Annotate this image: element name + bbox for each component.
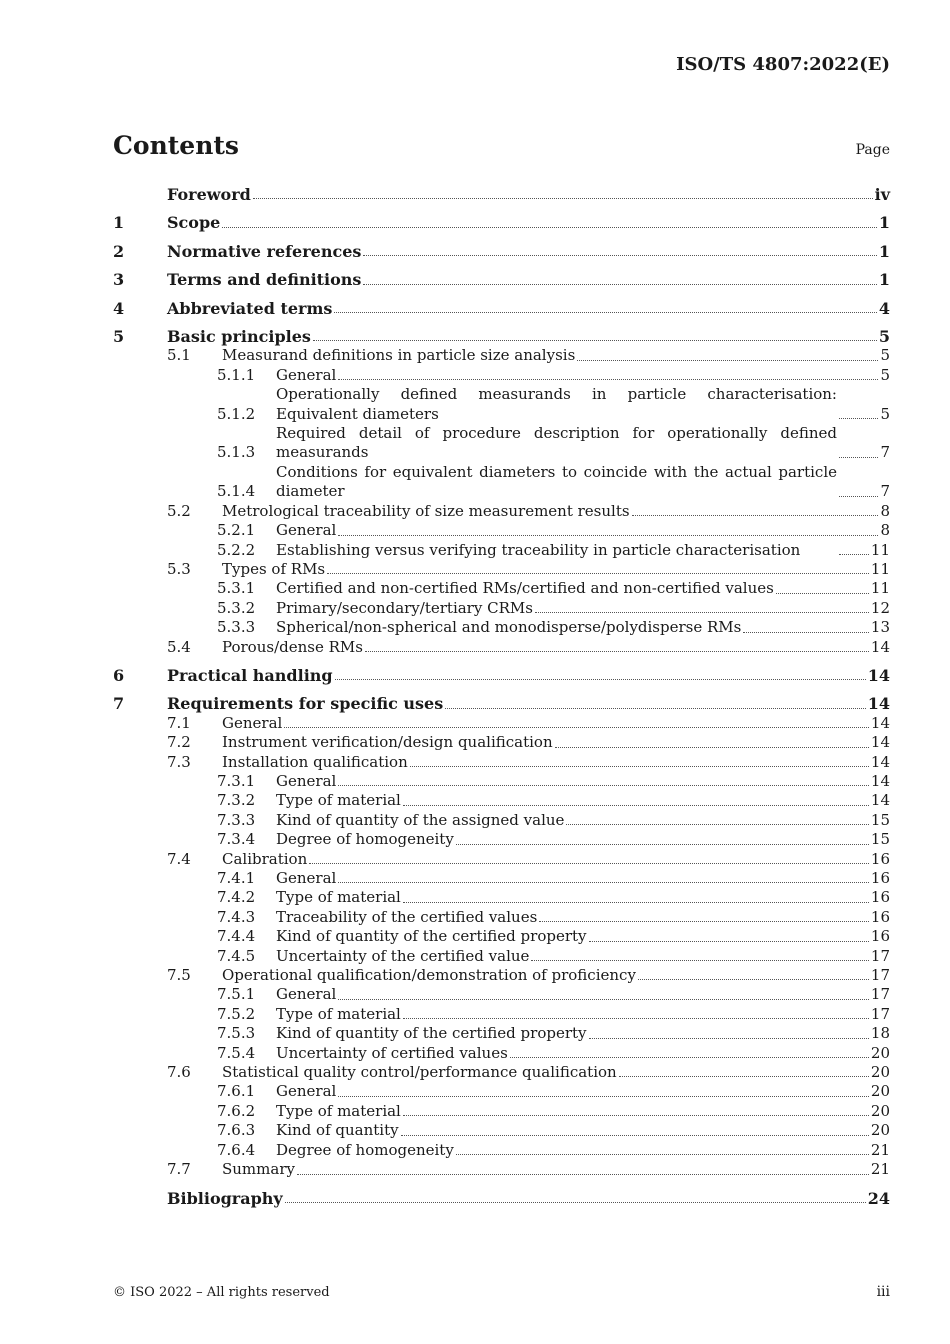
toc-leader-dots xyxy=(338,1095,869,1097)
toc-leader-dots xyxy=(365,650,869,652)
toc-entry-page: 7 xyxy=(880,443,890,462)
toc-leader-dots xyxy=(222,226,877,228)
toc-leader-dots xyxy=(403,804,869,806)
toc-entry-title: General xyxy=(276,521,337,540)
toc-entry-number: 5.2.2 xyxy=(217,540,256,559)
toc-entry[interactable] xyxy=(113,521,890,540)
toc-entry-number: 7.6.3 xyxy=(217,1121,256,1140)
toc-entry-page: 24 xyxy=(867,1188,890,1208)
toc-entry[interactable] xyxy=(113,869,890,888)
toc-entry-title: Uncertainty of the certified value xyxy=(276,946,530,965)
toc-leader-dots xyxy=(839,456,878,458)
toc-leader-dots xyxy=(284,726,869,728)
toc-entry-title: Required detail of procedure description for operationally defined measurands xyxy=(276,424,837,462)
toc-entry-page: 21 xyxy=(870,1160,890,1179)
toc-leader-dots xyxy=(403,1017,869,1019)
toc-entry[interactable] xyxy=(113,694,890,713)
toc-entry-number: 7.4.1 xyxy=(217,869,256,887)
toc-entry-title: Installation qualification xyxy=(222,752,408,771)
toc-entry-page: 16 xyxy=(870,849,890,868)
toc-leader-dots xyxy=(638,978,869,980)
toc-entry-page: iv xyxy=(874,185,890,204)
toc-leader-dots xyxy=(338,998,869,1000)
toc-entry-number: 7.5.4 xyxy=(217,1043,256,1062)
toc-entry-page: 17 xyxy=(870,946,890,965)
toc-entry-number: 7.3 xyxy=(167,752,191,771)
toc-entry[interactable] xyxy=(113,1102,890,1121)
toc-entry[interactable] xyxy=(113,541,890,560)
toc-entry-number: 7.4 xyxy=(167,849,191,868)
toc-leader-dots xyxy=(338,881,869,883)
toc-leader-dots xyxy=(403,901,869,903)
toc-entry-number: 7.6.1 xyxy=(217,1082,256,1101)
toc-entry-title: Summary xyxy=(222,1160,295,1179)
toc-entry[interactable] xyxy=(113,1160,890,1179)
toc-entry-title: Normative references xyxy=(167,241,362,261)
toc-entry[interactable] xyxy=(113,502,890,521)
toc-leader-dots xyxy=(410,765,869,767)
toc-entry[interactable] xyxy=(113,1024,890,1043)
toc-entry-number: 5.3.3 xyxy=(217,618,256,637)
toc-entry-title: Kind of quantity of the certified property xyxy=(276,1024,587,1043)
toc-entry-page: 15 xyxy=(870,810,890,829)
toc-entry-title: Basic principles xyxy=(167,327,311,347)
toc-entry-page: 5 xyxy=(880,365,890,384)
toc-leader-dots xyxy=(456,1153,869,1155)
toc-entry[interactable] xyxy=(113,811,890,830)
toc-entry-number: 5 xyxy=(113,327,125,347)
toc-entry-title: Kind of quantity xyxy=(276,1121,399,1140)
toc-leader-dots xyxy=(839,495,878,497)
toc-leader-dots xyxy=(338,784,869,786)
toc-entry[interactable] xyxy=(113,985,890,1004)
toc-entry-page: 18 xyxy=(870,1024,890,1043)
toc-entry[interactable] xyxy=(113,327,890,346)
toc-entry[interactable] xyxy=(113,1121,890,1140)
toc-entry[interactable] xyxy=(113,830,890,849)
toc-entry[interactable] xyxy=(113,666,890,685)
toc-entry[interactable] xyxy=(113,714,890,733)
toc-leader-dots xyxy=(589,1037,869,1039)
toc-leader-dots xyxy=(632,514,879,516)
toc-entry-page: 14 xyxy=(870,791,890,810)
toc-entry[interactable] xyxy=(113,850,890,869)
toc-entry[interactable] xyxy=(113,791,890,810)
toc-entry[interactable] xyxy=(113,242,890,261)
toc-entry-page: 8 xyxy=(880,501,890,520)
toc-leader-dots xyxy=(577,359,878,361)
toc-leader-dots xyxy=(363,254,876,256)
toc-entry-title: General xyxy=(276,771,337,790)
toc-entry-title: Practical handling xyxy=(167,665,333,685)
page-number: iii xyxy=(876,1284,890,1300)
toc-leader-dots xyxy=(313,339,877,341)
toc-entry[interactable] xyxy=(113,1044,890,1063)
page-title: Contents xyxy=(113,131,240,160)
toc-leader-dots xyxy=(535,611,869,613)
toc-entry-page: 15 xyxy=(870,830,890,849)
toc-entry-number: 7.3.4 xyxy=(217,830,256,849)
toc-entry[interactable] xyxy=(113,213,890,232)
toc-entry-page: 11 xyxy=(870,559,890,578)
toc-entry-page: 14 xyxy=(870,752,890,771)
toc-leader-dots xyxy=(253,197,873,199)
toc-entry-number: 6 xyxy=(113,665,125,685)
toc-entry[interactable] xyxy=(113,947,890,966)
toc-entry-number: 7.3.3 xyxy=(217,810,256,829)
toc-entry-page: 17 xyxy=(870,966,890,985)
toc-entry-title: Statistical quality control/performance qualification xyxy=(222,1063,617,1082)
toc-entry-page: 16 xyxy=(870,907,890,926)
toc-entry-title: Kind of quantity of the certified property xyxy=(276,927,587,946)
toc-entry-page: 21 xyxy=(870,1140,890,1159)
toc-entry-page: 20 xyxy=(870,1101,890,1120)
toc-entry-title: Measurand definitions in particle size analysis xyxy=(222,346,576,365)
toc-entry-title: Kind of quantity of the assigned value xyxy=(276,810,565,829)
toc-entry-page: 14 xyxy=(870,771,890,790)
toc-entry-number: 5.2.1 xyxy=(217,521,256,540)
toc-entry-title: Type of material xyxy=(276,1004,401,1023)
toc-entry[interactable] xyxy=(113,733,890,752)
toc-entry-title: Operationally defined measurands in particle characterisation: Equivalent diameters xyxy=(276,385,837,423)
toc-entry-title: Metrological traceability of size measurement results xyxy=(222,501,630,520)
toc-entry-title: Certified and non-certified RMs/certified and non-certified values xyxy=(276,579,774,598)
toc-entry-title: Requirements for specific uses xyxy=(167,694,444,714)
toc-entry-page: 16 xyxy=(870,869,890,887)
toc-entry-number: 5.1 xyxy=(167,346,191,365)
toc-entry-title: Operational qualification/demonstration of proficiency xyxy=(222,966,636,985)
toc-entry-title: Type of material xyxy=(276,888,401,907)
toc-entry-number: 5.4 xyxy=(167,637,191,656)
toc-entry-title: Bibliography xyxy=(167,1188,283,1208)
toc-entry-number: 5.1.1 xyxy=(217,365,256,384)
toc-entry[interactable] xyxy=(113,385,890,424)
toc-entry[interactable] xyxy=(113,346,890,365)
toc-entry[interactable] xyxy=(113,560,890,579)
toc-entry-page: 17 xyxy=(870,985,890,1004)
toc-entry-page: 20 xyxy=(870,1043,890,1062)
toc-leader-dots xyxy=(539,920,869,922)
toc-leader-dots xyxy=(555,746,869,748)
toc-entry[interactable] xyxy=(113,424,890,463)
toc-entry-title: General xyxy=(276,365,337,384)
toc-entry-number: 7.3.1 xyxy=(217,771,256,790)
toc-entry-number: 5.1.2 xyxy=(217,404,256,423)
toc-leader-dots xyxy=(401,1134,869,1136)
toc-entry-title: Types of RMs xyxy=(222,559,326,578)
toc-entry[interactable] xyxy=(113,1005,890,1024)
toc-entry-page: 1 xyxy=(878,241,890,261)
toc-leader-dots xyxy=(776,592,869,594)
toc-entry-number: 7.6.4 xyxy=(217,1140,256,1159)
toc-leader-dots xyxy=(531,959,868,961)
toc-entry-number: 7.6.2 xyxy=(217,1101,256,1120)
toc-entry-page: 4 xyxy=(878,298,890,318)
toc-leader-dots xyxy=(297,1173,869,1175)
toc-entry-number: 5.2 xyxy=(167,501,191,520)
toc-entry[interactable] xyxy=(113,366,890,385)
toc-entry-title: General xyxy=(276,869,337,887)
toc-entry-title: Scope xyxy=(167,213,221,233)
toc-entry-number: 5.1.4 xyxy=(217,482,256,501)
toc-leader-dots xyxy=(456,843,869,845)
toc-leader-dots xyxy=(839,417,878,419)
toc-entry-page: 11 xyxy=(870,540,890,559)
toc-leader-dots xyxy=(403,1114,869,1116)
toc-entry[interactable] xyxy=(113,1189,890,1208)
toc-entry-number: 7.5.1 xyxy=(217,985,256,1004)
table-of-contents xyxy=(113,185,890,1208)
toc-entry-number: 4 xyxy=(113,298,125,318)
toc-entry-page: 16 xyxy=(870,927,890,946)
toc-entry-page: 12 xyxy=(870,598,890,617)
toc-entry[interactable] xyxy=(113,753,890,772)
toc-entry-number: 5.3.2 xyxy=(217,598,256,617)
toc-entry-number: 1 xyxy=(113,213,125,233)
toc-entry-title: General xyxy=(276,985,337,1004)
toc-leader-dots xyxy=(566,823,868,825)
toc-leader-dots xyxy=(445,707,866,709)
toc-entry-page: 5 xyxy=(880,404,890,423)
toc-entry-page: 17 xyxy=(870,1004,890,1023)
toc-entry-title: Primary/secondary/tertiary CRMs xyxy=(276,598,533,617)
toc-entry-number: 7.4.4 xyxy=(217,927,256,946)
toc-entry-title: Uncertainty of certified values xyxy=(276,1043,508,1062)
toc-entry-title: General xyxy=(276,1082,337,1101)
toc-entry-page: 14 xyxy=(867,694,890,714)
toc-entry[interactable] xyxy=(113,1141,890,1160)
toc-entry-title: Foreword xyxy=(167,185,251,204)
toc-entry[interactable] xyxy=(113,966,890,985)
toc-entry-title: Spherical/non-spherical and monodisperse/polydisperse RMs xyxy=(276,618,742,637)
toc-entry-title: Terms and definitions xyxy=(167,270,362,290)
toc-entry[interactable] xyxy=(113,599,890,618)
toc-entry-page: 14 xyxy=(870,713,890,732)
toc-entry-number: 5.1.3 xyxy=(217,443,256,462)
toc-leader-dots xyxy=(589,940,869,942)
toc-entry-number: 2 xyxy=(113,241,125,261)
toc-entry-page: 8 xyxy=(880,521,890,540)
toc-entry-page: 14 xyxy=(870,637,890,656)
toc-leader-dots xyxy=(334,311,876,313)
toc-entry-page: 14 xyxy=(867,665,890,685)
toc-entry[interactable] xyxy=(113,299,890,318)
copyright-notice: © ISO 2022 – All rights reserved xyxy=(113,1285,330,1300)
toc-entry-page: 13 xyxy=(870,618,890,637)
toc-entry-number: 7.7 xyxy=(167,1160,191,1179)
toc-leader-dots xyxy=(335,678,866,680)
toc-entry[interactable] xyxy=(113,772,890,791)
toc-entry-page: 16 xyxy=(870,888,890,907)
toc-entry-number: 7.4.3 xyxy=(217,907,256,926)
toc-entry-page: 5 xyxy=(880,346,890,365)
toc-entry-title: General xyxy=(222,713,283,732)
toc-entry-number: 7.4.2 xyxy=(217,888,256,907)
toc-entry[interactable] xyxy=(113,1082,890,1101)
toc-entry[interactable] xyxy=(113,185,890,204)
document-id: ISO/TS 4807:2022(E) xyxy=(676,54,890,75)
toc-entry-page: 14 xyxy=(870,733,890,752)
toc-entry-title: Establishing versus verifying traceability in particle characterisation xyxy=(276,540,801,559)
toc-entry-title: Conditions for equivalent diameters to coincide with the actual particle diameter xyxy=(276,462,837,501)
toc-entry-title: Type of material xyxy=(276,1101,401,1120)
toc-entry-title: Degree of homogeneity xyxy=(276,830,454,849)
toc-entry[interactable] xyxy=(113,579,890,598)
toc-entry-number: 5.3 xyxy=(167,559,191,578)
toc-entry-number: 7.2 xyxy=(167,733,191,752)
toc-entry-number: 3 xyxy=(113,270,125,290)
toc-entry-title: Instrument verification/design qualification xyxy=(222,733,553,752)
toc-leader-dots xyxy=(338,534,878,536)
toc-leader-dots xyxy=(839,553,869,555)
toc-entry-number: 7.1 xyxy=(167,713,191,732)
toc-entry-page: 11 xyxy=(870,579,890,598)
toc-entry-number: 7.3.2 xyxy=(217,791,256,810)
toc-entry[interactable] xyxy=(113,1063,890,1082)
toc-entry-title: Porous/dense RMs xyxy=(222,637,363,656)
toc-entry-number: 7 xyxy=(113,694,125,714)
toc-entry-number: 7.5.3 xyxy=(217,1024,256,1043)
toc-entry-page: 20 xyxy=(870,1082,890,1101)
toc-entry-title: Type of material xyxy=(276,791,401,810)
toc-entry-title: Abbreviated terms xyxy=(167,298,333,318)
toc-leader-dots xyxy=(285,1201,866,1203)
toc-leader-dots xyxy=(510,1056,869,1058)
toc-entry-page: 5 xyxy=(878,327,890,347)
toc-entry-page: 20 xyxy=(870,1063,890,1082)
toc-entry[interactable] xyxy=(113,270,890,289)
toc-entry[interactable] xyxy=(113,638,890,657)
toc-entry[interactable] xyxy=(113,927,890,946)
toc-leader-dots xyxy=(619,1075,869,1077)
toc-entry-number: 7.5 xyxy=(167,966,191,985)
toc-leader-dots xyxy=(363,283,876,285)
toc-entry-page: 1 xyxy=(878,270,890,290)
toc-leader-dots xyxy=(327,572,869,574)
toc-leader-dots xyxy=(743,631,869,633)
toc-entry[interactable] xyxy=(113,888,890,907)
page-column-label: Page xyxy=(855,142,890,158)
toc-entry-number: 7.4.5 xyxy=(217,946,256,965)
toc-entry[interactable] xyxy=(113,463,890,502)
toc-entry-number: 7.6 xyxy=(167,1063,191,1082)
toc-entry[interactable] xyxy=(113,618,890,637)
toc-entry-title: Traceability of the certified values xyxy=(276,907,538,926)
toc-entry-title: Degree of homogeneity xyxy=(276,1140,454,1159)
toc-entry-page: 7 xyxy=(880,482,890,501)
toc-entry-number: 7.5.2 xyxy=(217,1004,256,1023)
toc-leader-dots xyxy=(338,378,878,380)
toc-leader-dots xyxy=(309,862,869,864)
toc-entry-page: 1 xyxy=(878,213,890,233)
toc-entry[interactable] xyxy=(113,908,890,927)
toc-entry-page: 20 xyxy=(870,1121,890,1140)
toc-entry-title: Calibration xyxy=(222,849,308,868)
toc-entry-number: 5.3.1 xyxy=(217,579,256,598)
